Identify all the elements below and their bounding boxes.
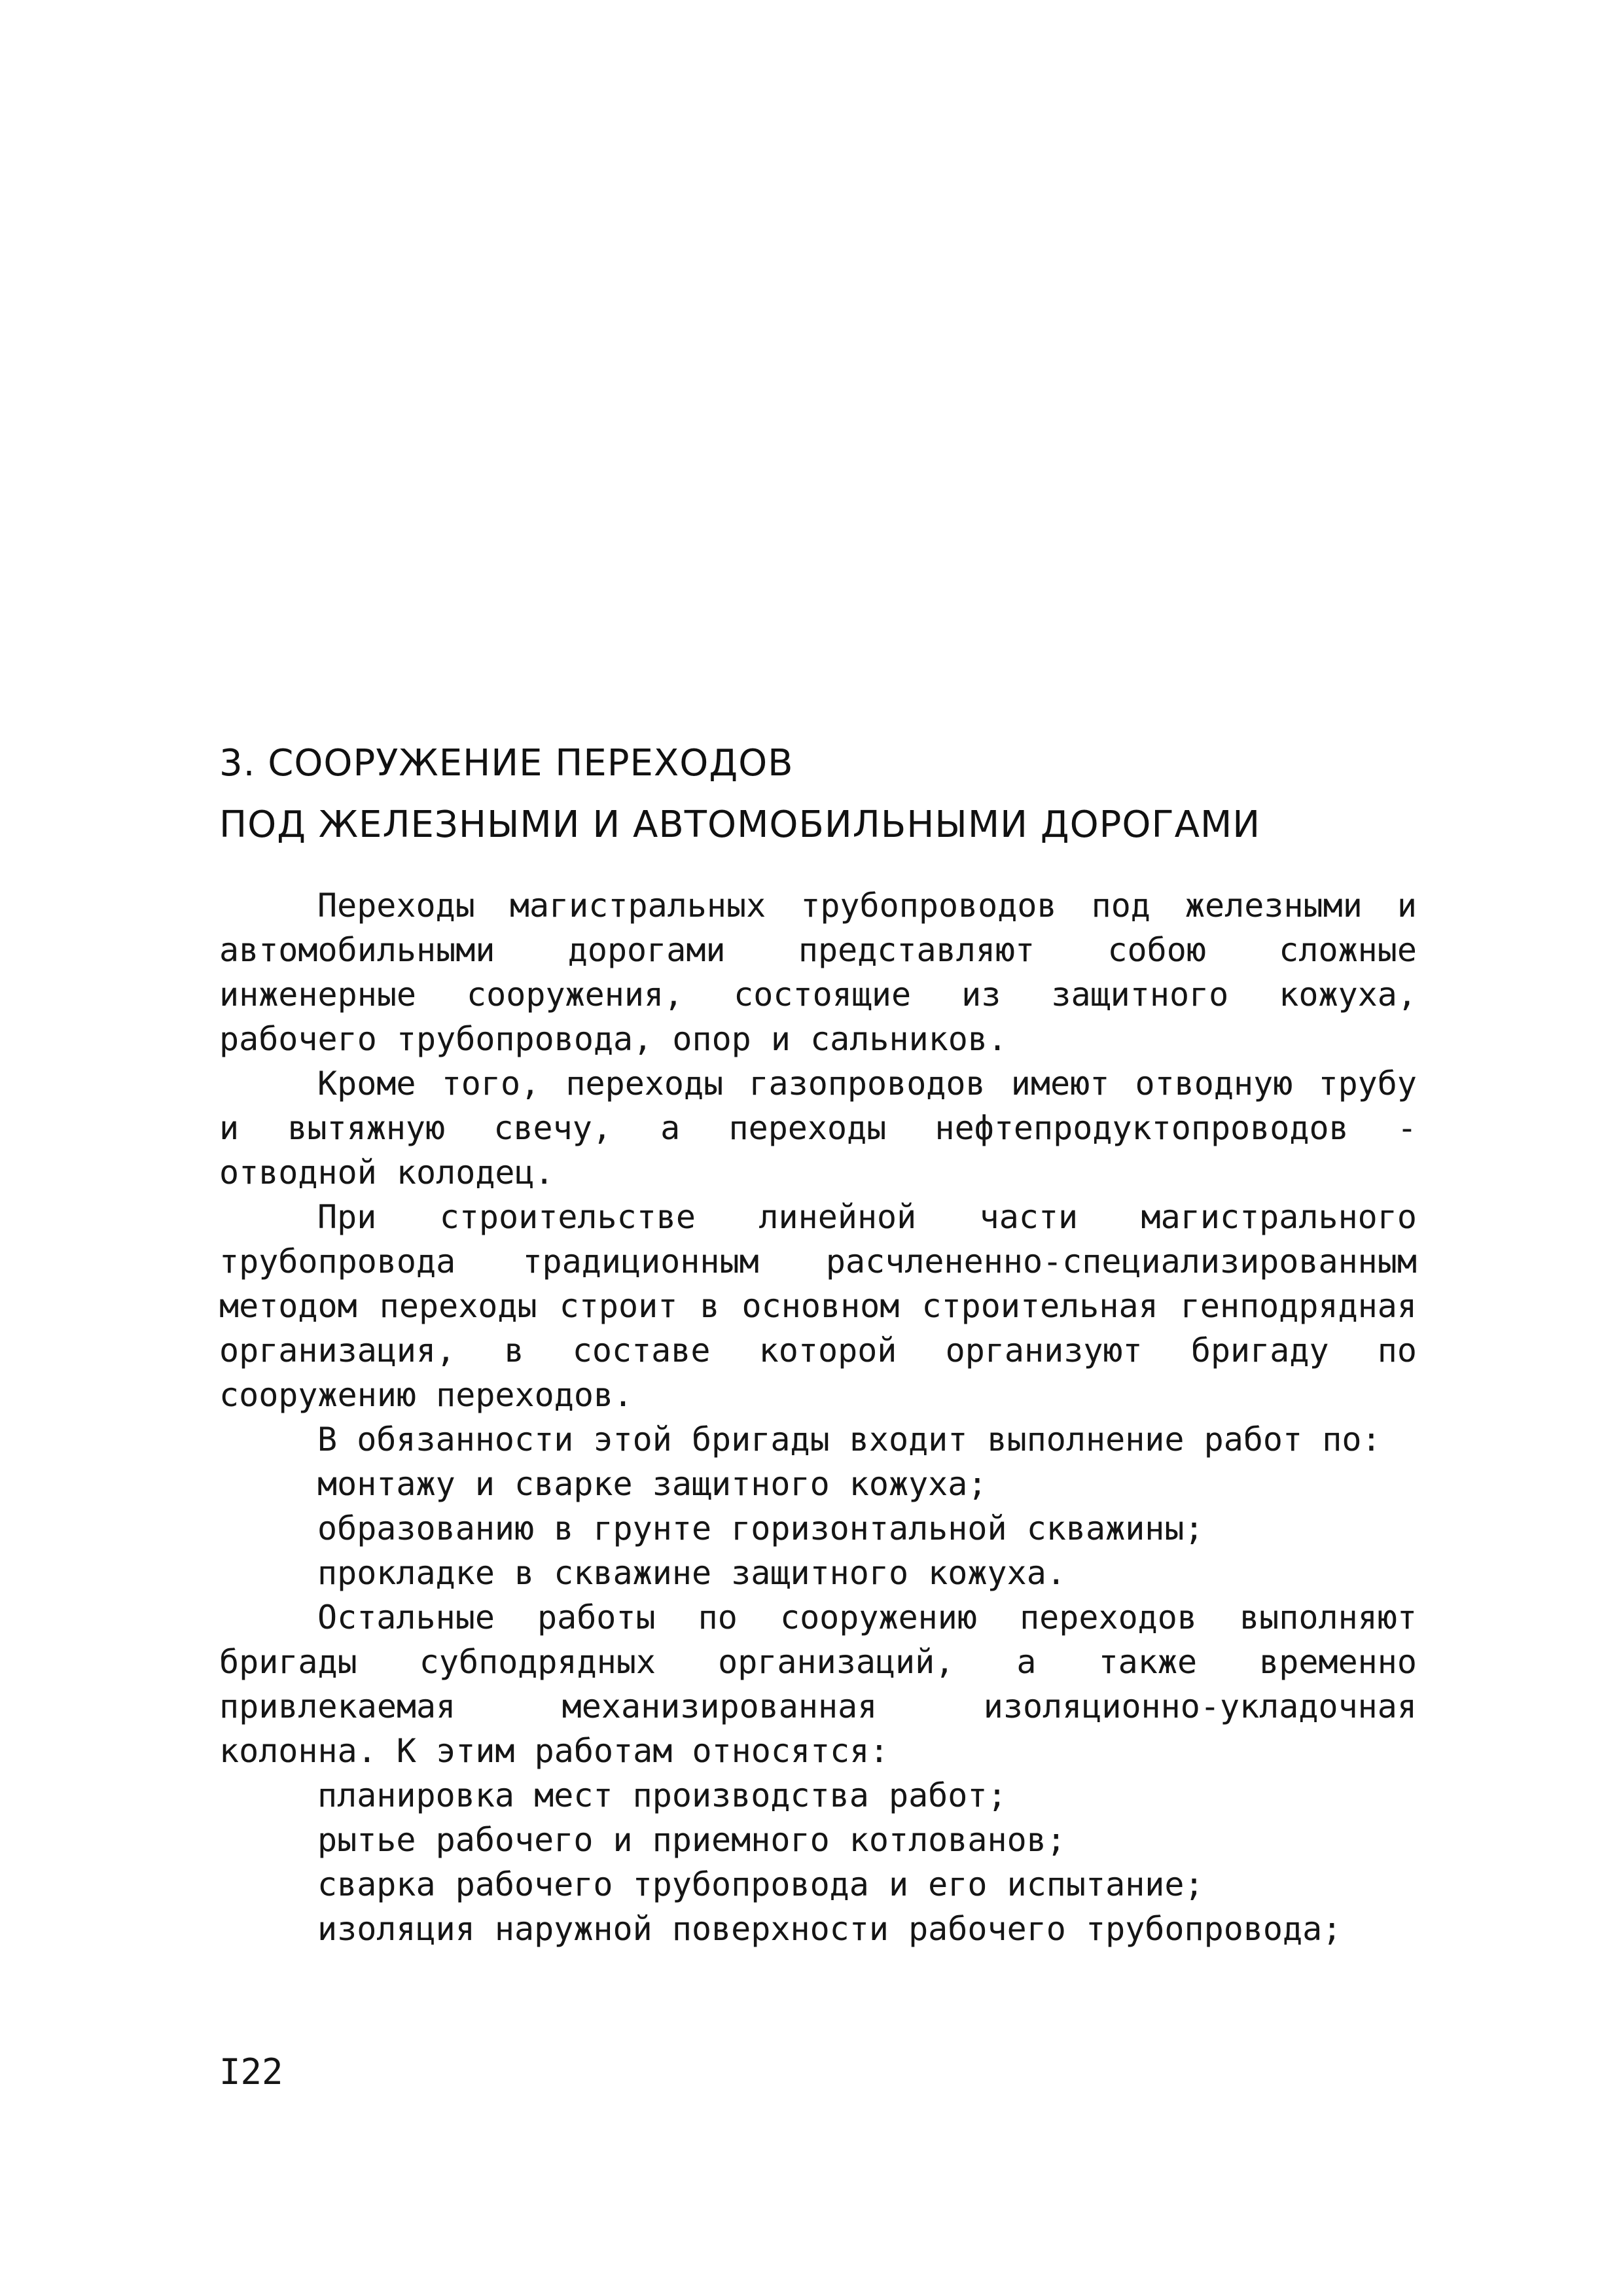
list-item: монтажу и сварке защитного кожуха;: [317, 1465, 988, 1503]
paragraph-3: При строительстве линейной части магистрального трубопровода традиционным расчлененно-специализированным методом переходы строит в основном строительная генподрядная организация, в составе которой организуют бригаду по сооружению переходов.: [219, 1198, 1417, 1414]
section-heading: [219, 733, 1463, 856]
page-number: I22: [219, 2051, 283, 2093]
paragraph-1: Переходы магистральных трубопроводов под железными и автомобильными дорогами представляют собою сложные инженерные сооружения, состоящие из защитного кожуха, рабочего трубопровода, опор и сальников.: [219, 887, 1417, 1058]
list-item: рытье рабочего и приемного котлованов;: [317, 1821, 1066, 1859]
duties-list: [219, 1462, 1417, 1595]
other-works-list: [219, 1773, 1417, 1951]
heading-line-1: 3. СООРУЖЕНИЕ ПЕРЕХОДОВ: [219, 742, 794, 785]
list-item: прокладке в скважине защитного кожуха.: [317, 1554, 1066, 1592]
list-item: образованию в грунте горизонтальной скважины;: [317, 1510, 1204, 1547]
list-item: планировка мест производства работ;: [317, 1776, 1007, 1814]
heading-line-2: ПОД ЖЕЛЕЗНЫМИ И АВТОМОБИЛЬНЫМИ ДОРОГАМИ: [219, 804, 1261, 846]
paragraph-5: Остальные работы по сооружению переходов выполняют бригады субподрядных организаций, а также временно привлекаемая механизированная изоляционно-укладочная колонна. К этим работам относятся:: [219, 1598, 1417, 1770]
paragraph-2: Кроме того, переходы газопроводов имеют отводную трубу и вытяжную свечу, а переходы нефтепродуктопроводов - отводной колодец.: [219, 1065, 1417, 1192]
list-item: сварка рабочего трубопровода и его испытание;: [317, 1865, 1204, 1903]
paragraph-4: В обязанности этой бригады входит выполнение работ по:: [317, 1421, 1382, 1458]
list-item: изоляция наружной поверхности рабочего трубопровода;: [317, 1910, 1342, 1948]
body-text: [219, 883, 1417, 1951]
